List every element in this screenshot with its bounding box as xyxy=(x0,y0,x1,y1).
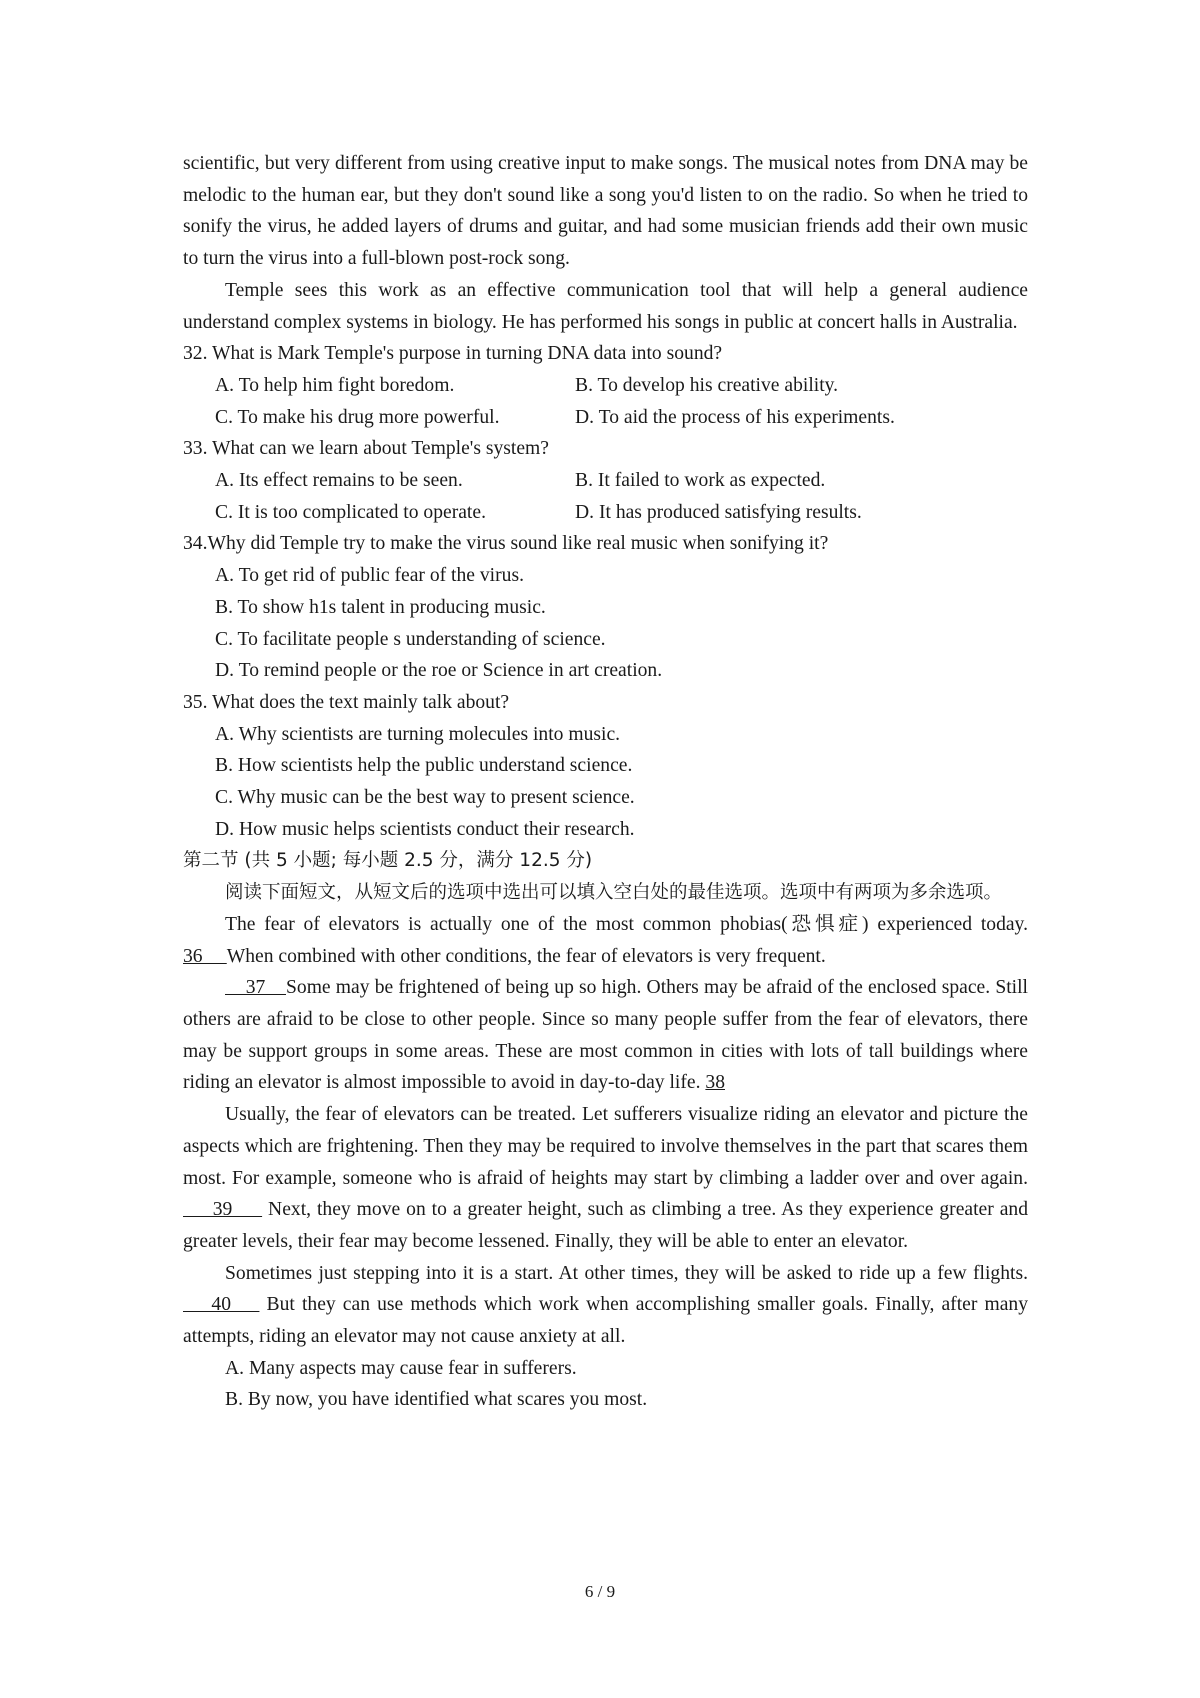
section-instruction: 阅读下面短文，从短文后的选项中选出可以填入空白处的最佳选项。选项中有两项为多余选项。 xyxy=(225,882,1003,904)
blank-36: 36 xyxy=(183,945,227,967)
cloze-text: The fear of elevators is actually one of the most common phobias(恐惧症) experienced today. xyxy=(225,913,1028,935)
cloze-paragraph-1 xyxy=(183,909,1028,972)
cloze-paragraph-4 xyxy=(183,1258,1028,1353)
option-a: A. To get rid of public fear of the virus. xyxy=(215,565,524,587)
cloze-text: Some may be frightened of being up so high. Others may be afraid of the enclosed space. Still others are afraid to be close to other people. Since so many people suffer from the fear of elevators, there may be support groups in some areas. These are most common in cities with lots of tall buildings where riding an elevator is almost impossible to avoid in day-to-day life. xyxy=(183,977,1028,1094)
cloze-text: When combined with other conditions, the fear of elevators is very frequent. xyxy=(226,945,826,967)
cloze-text: But they can use methods which work when accomplishing smaller goals. Finally, after many attempts, riding an elevator may not cause anxiety at all. xyxy=(183,1294,1029,1348)
page-number: 6 / 9 xyxy=(584,1582,616,1601)
blank-37: 37 xyxy=(225,977,286,999)
blank-38: 38 xyxy=(705,1072,725,1094)
question-stem: 34.Why did Temple try to make the virus sound like real music when sonifying it? xyxy=(183,533,829,555)
blank-40: 40 xyxy=(183,1294,260,1316)
cloze-text: Sometimes just stepping into it is a start. At other times, they will be asked to ride up a few flights. xyxy=(225,1262,1028,1284)
option-b: B. To develop his creative ability. xyxy=(575,374,839,396)
option-d: D. To aid the process of his experiments. xyxy=(575,406,895,428)
option-c: C. Why music can be the best way to present science. xyxy=(215,787,635,809)
option-d: D. How music helps scientists conduct their research. xyxy=(215,818,635,840)
cloze-text: Next, they move on to a greater height, such as climbing a tree. As they experience greater and greater levels, their fear may become lessened. Finally, they will be able to enter an elevator. xyxy=(183,1199,1029,1252)
cloze-paragraph-2 xyxy=(183,972,1028,1099)
option-a: A. Its effect remains to be seen. xyxy=(215,470,463,492)
question-34 xyxy=(183,528,1028,687)
question-35 xyxy=(183,687,1028,846)
passage-paragraph: Temple sees this work as an effective communication tool that will help a general audience understand complex systems in biology. He has performed his songs in public at concert halls in Australia. xyxy=(183,279,1028,333)
option-d: D. To remind people or the roe or Science in art creation. xyxy=(215,660,663,682)
option-b: B. To show h1s talent in producing music. xyxy=(215,596,546,618)
question-stem: 33. What can we learn about Temple's system? xyxy=(183,438,549,460)
question-stem: 35. What does the text mainly talk about? xyxy=(183,691,510,713)
cloze-text: Usually, the fear of elevators can be treated. Let sufferers visualize riding an elevator and picture the aspects which are frightening. Then they may be required to involve themselves in the part that scares them most. For example, someone who is afraid of heights may start by climbing a ladder over and over again. xyxy=(183,1104,1028,1189)
option-b: B. How scientists help the public understand science. xyxy=(215,755,633,777)
option-c: C. To facilitate people s understanding of science. xyxy=(215,628,606,650)
section-heading: 第二节 (共 5 小题; 每小题 2.5 分，满分 12.5 分) xyxy=(183,850,593,872)
option-a: A. To help him fight boredom. xyxy=(215,374,455,396)
option-d: D. It has produced satisfying results. xyxy=(575,501,862,523)
cloze-paragraph-3 xyxy=(183,1099,1028,1258)
question-32 xyxy=(183,338,1028,433)
cloze-option-b: B. By now, you have identified what scares you most. xyxy=(225,1389,648,1411)
blank-39: 39 xyxy=(183,1199,263,1221)
option-a: A. Why scientists are turning molecules into music. xyxy=(215,723,621,745)
exam-page xyxy=(183,148,1028,1416)
question-33 xyxy=(183,433,1028,528)
option-c: C. It is too complicated to operate. xyxy=(215,501,486,523)
passage-paragraph: scientific, but very different from using creative input to make songs. The musical notes from DNA may be melodic to the human ear, but they don't sound like a song you'd listen to on the radio. So when he tried to sonify the virus, he added layers of drums and guitar, and had some musician friends add their own music to turn the virus into a full-blown post-rock song. xyxy=(183,153,1028,270)
option-b: B. It failed to work as expected. xyxy=(575,470,826,492)
cloze-option-a: A. Many aspects may cause fear in sufferers. xyxy=(225,1357,577,1379)
option-c: C. To make his drug more powerful. xyxy=(215,406,500,428)
question-stem: 32. What is Mark Temple's purpose in turning DNA data into sound? xyxy=(183,343,723,365)
